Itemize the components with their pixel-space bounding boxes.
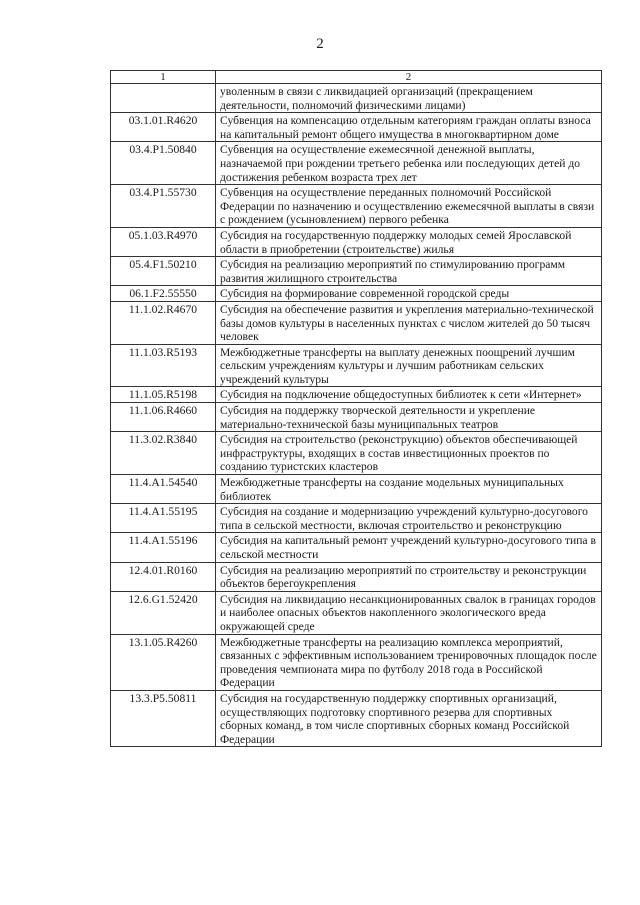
row-description: Межбюджетные трансферты на выплату денежных поощрений лучшим сельским учреждениям культуры и лучшим работникам сельских учреждений культуры: [216, 344, 602, 387]
row-code: 03.4.P1.55730: [111, 185, 216, 228]
row-description: Субсидия на формирование современной городской среды: [216, 286, 602, 302]
table-row: [111, 301, 602, 344]
table-row: [111, 591, 602, 634]
table-row: [111, 113, 602, 142]
table-row: [111, 344, 602, 387]
row-code: 12.6.G1.52420: [111, 591, 216, 634]
row-code: 12.4.01.R0160: [111, 562, 216, 591]
row-description: Субсидия на создание и модернизацию учреждений культурно-досугового типа в сельской местности, включая строительство и реконструкцию: [216, 504, 602, 533]
row-description: Субсидия на капитальный ремонт учреждений культурно-досугового типа в сельской местности: [216, 533, 602, 562]
budget-codes-table: [110, 70, 602, 747]
row-code: 11.4.A1.55195: [111, 504, 216, 533]
row-description: Субвенция на осуществление ежемесячной денежной выплаты, назначаемой при рождении третьего ребенка или последующих детей до достижения ребенком возраста трех лет: [216, 142, 602, 185]
row-description: Субвенция на осуществление переданных полномочий Российской Федерации по назначению и осуществлению ежемесячной выплаты в связи с рождением (усыновлением) первого ребенка: [216, 185, 602, 228]
table-row: [111, 387, 602, 403]
row-code: 05.1.03.R4970: [111, 227, 216, 256]
row-code: 11.4.A1.54540: [111, 475, 216, 504]
row-code: 05.4.F1.50210: [111, 257, 216, 286]
row-description: Межбюджетные трансферты на создание модельных муниципальных библиотек: [216, 475, 602, 504]
row-description: Субсидия на государственную поддержку спортивных организаций, осуществляющих подготовку спортивного резерва для спортивных сборных команд, в том числе спортивных сборных команд Российской Федерации: [216, 690, 602, 746]
row-code: 11.1.02.R4670: [111, 301, 216, 344]
table-row: [111, 533, 602, 562]
table-row: [111, 504, 602, 533]
row-description: Субсидия на реализацию мероприятий по строительству и реконструкции объектов берегоукрепления: [216, 562, 602, 591]
table-row: [111, 562, 602, 591]
table-row: [111, 475, 602, 504]
row-code: 11.1.06.R4660: [111, 403, 216, 432]
row-description: Субсидия на реализацию мероприятий по стимулированию программ развития жилищного строительства: [216, 257, 602, 286]
row-description: Субсидия на ликвидацию несанкционированных свалок в границах городов и наиболее опасных объектов накопленного экологического вреда окружающей среде: [216, 591, 602, 634]
column-header-code: 1: [111, 71, 216, 84]
row-code: 11.3.02.R3840: [111, 432, 216, 475]
row-description: Субсидия на поддержку творческой деятельности и укрепление материально-технической базы муниципальных театров: [216, 403, 602, 432]
table-row: [111, 690, 602, 746]
table-row: [111, 286, 602, 302]
row-code: 03.4.P1.50840: [111, 142, 216, 185]
row-code: 13.1.05.R4260: [111, 634, 216, 690]
table-row: [111, 432, 602, 475]
row-code: 06.1.F2.55550: [111, 286, 216, 302]
row-description: Субсидия на обеспечение развития и укрепления материально-технической базы домов культуры в населенных пунктах с числом жителей до 50 тысяч человек: [216, 301, 602, 344]
table-row: [111, 227, 602, 256]
table-header-row: [111, 71, 602, 84]
table-row: [111, 257, 602, 286]
row-description: уволенным в связи с ликвидацией организаций (прекращением деятельности, полномочий физическими лицами): [216, 84, 602, 113]
row-description: Субсидия на строительство (реконструкцию) объектов обеспечивающей инфраструктуры, входящих в состав инвестиционных проектов по созданию туристских кластеров: [216, 432, 602, 475]
row-code: [111, 84, 216, 113]
row-code: 11.4.A1.55196: [111, 533, 216, 562]
table-row: [111, 142, 602, 185]
table-row: [111, 185, 602, 228]
row-description: Субсидия на подключение общедоступных библиотек к сети «Интернет»: [216, 387, 602, 403]
table-row: [111, 84, 602, 113]
page-number: 2: [316, 36, 324, 52]
row-code: 03.1.01.R4620: [111, 113, 216, 142]
row-description: Межбюджетные трансферты на реализацию комплекса мероприятий, связанных с эффективным использованием тренировочных площадок после проведения чемпионата мира по футболу 2018 года в Российской Федерации: [216, 634, 602, 690]
column-header-description: 2: [216, 71, 602, 84]
row-code: 11.1.03.R5193: [111, 344, 216, 387]
row-code: 13.3.P5.50811: [111, 690, 216, 746]
table-row: [111, 403, 602, 432]
row-description: Субсидия на государственную поддержку молодых семей Ярославской области в приобретении (строительстве) жилья: [216, 227, 602, 256]
row-description: Субвенция на компенсацию отдельным категориям граждан оплаты взноса на капитальный ремонт общего имущества в многоквартирном доме: [216, 113, 602, 142]
table-row: [111, 634, 602, 690]
row-code: 11.1.05.R5198: [111, 387, 216, 403]
table-body: [111, 71, 602, 747]
